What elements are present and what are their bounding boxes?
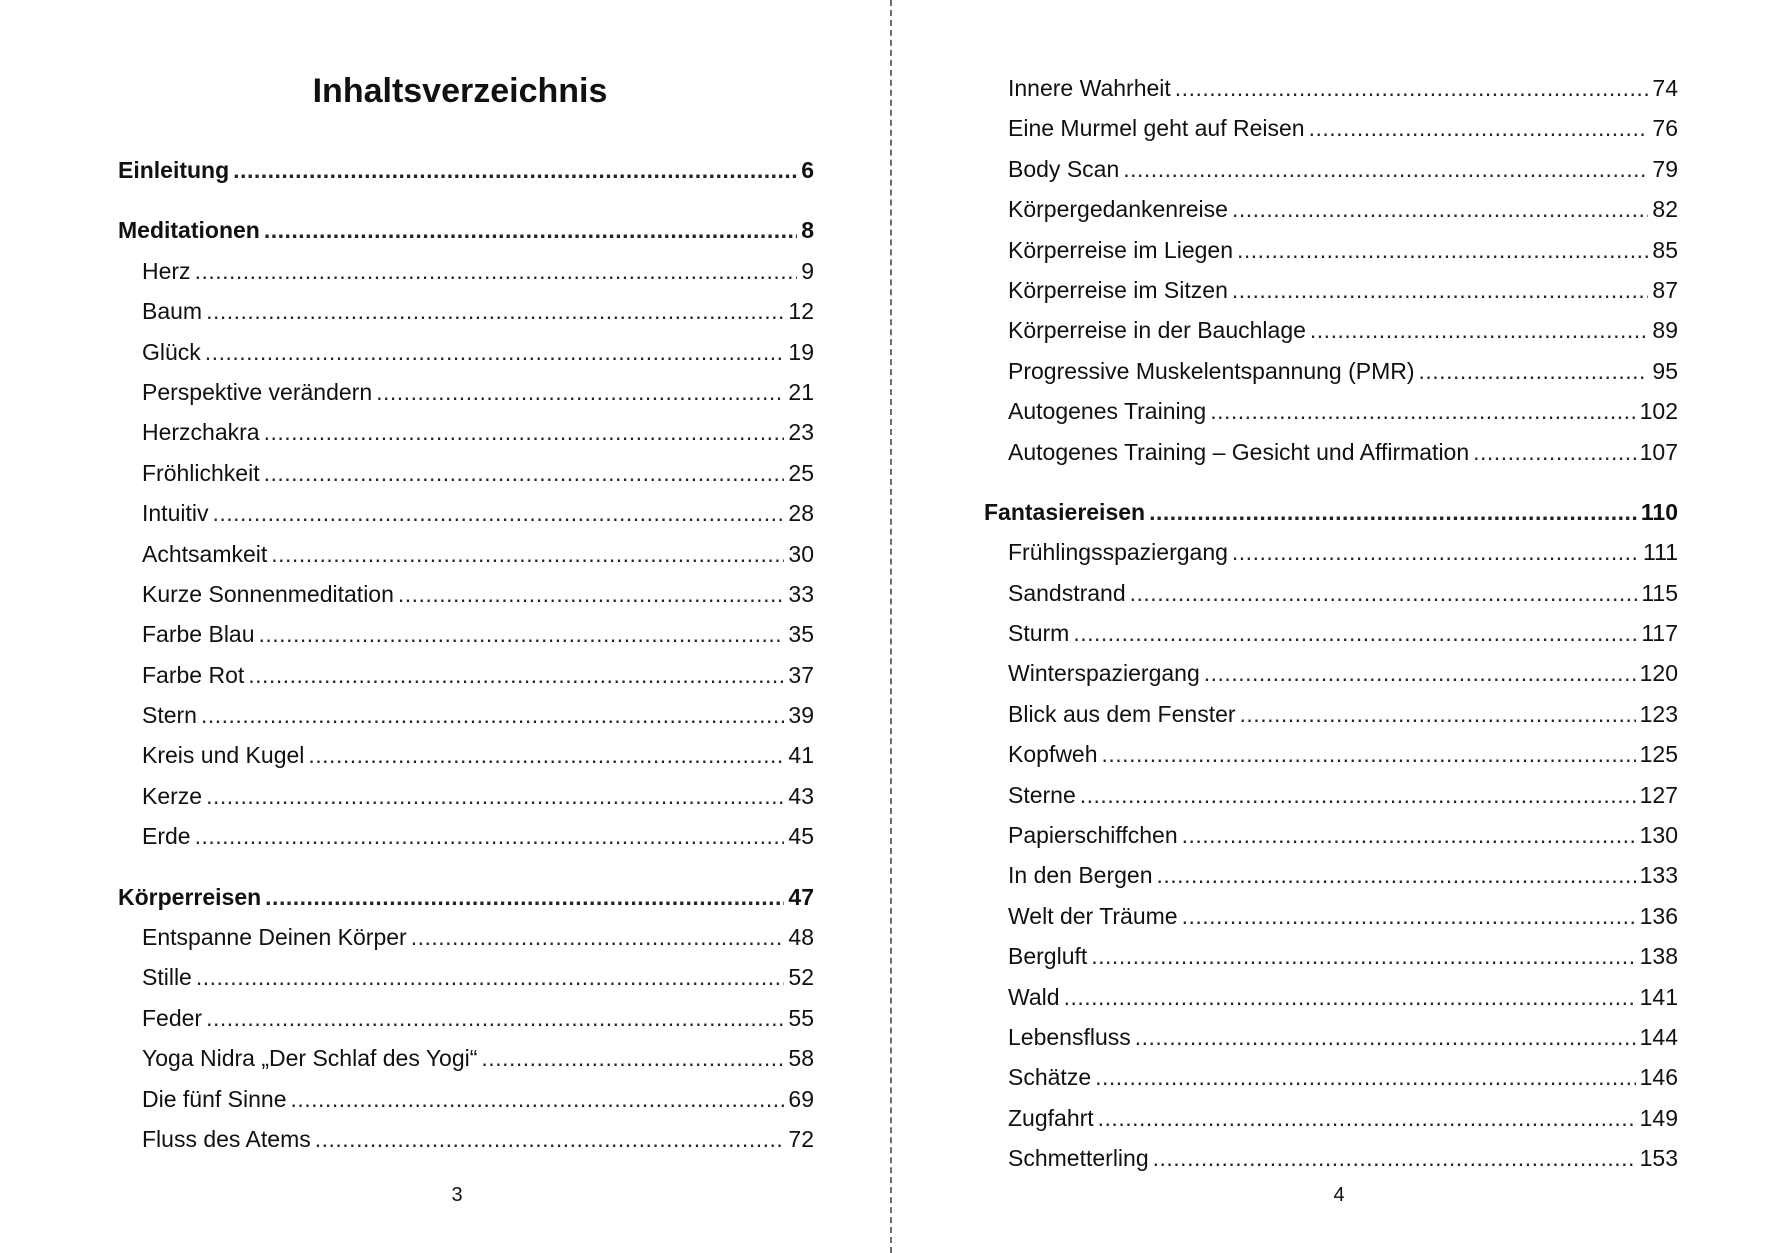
toc-entry-title: Autogenes Training – Gesicht und Affirmation <box>1008 438 1470 465</box>
toc-entry-title: Achtsamkeit <box>142 540 268 567</box>
dot-leader <box>259 614 785 654</box>
toc-entry[interactable] <box>118 776 814 816</box>
toc-entry[interactable] <box>118 574 814 614</box>
dot-leader <box>206 776 784 816</box>
toc-entry-page: 21 <box>788 378 814 405</box>
toc-entry[interactable] <box>984 189 1678 229</box>
dot-leader <box>264 210 797 250</box>
toc-entry[interactable] <box>984 149 1678 189</box>
toc-entry-page: 76 <box>1652 115 1678 142</box>
dot-leader <box>481 1038 784 1078</box>
toc-entry-title: Fröhlichkeit <box>142 459 260 486</box>
toc-entry-title: Eine Murmel geht auf Reisen <box>1008 115 1305 142</box>
toc-entry[interactable] <box>118 957 814 997</box>
toc-entry-page: 117 <box>1641 620 1678 647</box>
toc-entry-title: Farbe Blau <box>142 621 255 648</box>
toc-entry-title: Kerze <box>142 782 203 809</box>
toc-entry[interactable] <box>984 351 1678 391</box>
toc-entry-page: 125 <box>1639 741 1678 768</box>
toc-entry[interactable] <box>118 1079 814 1119</box>
toc-entry[interactable] <box>118 493 814 533</box>
toc-entry-page: 149 <box>1639 1104 1678 1131</box>
dot-leader <box>206 291 784 331</box>
toc-entry[interactable] <box>984 775 1678 815</box>
toc-entry-page: 102 <box>1639 398 1678 425</box>
dot-leader <box>212 493 784 533</box>
dot-leader <box>233 150 797 190</box>
dot-leader <box>1232 270 1649 310</box>
toc-entry-page: 48 <box>788 924 814 951</box>
toc-entry[interactable] <box>984 270 1678 310</box>
toc-entry-page: 52 <box>788 964 814 991</box>
toc-entry-title: Papierschiffchen <box>1008 822 1178 849</box>
toc-entry-page: 8 <box>801 217 814 244</box>
toc-entry-title: Sandstrand <box>1008 579 1126 606</box>
left-page <box>0 0 880 1253</box>
toc-entry-title: Sterne <box>1008 781 1076 808</box>
toc-entry-page: 30 <box>788 540 814 567</box>
dot-leader <box>195 816 785 856</box>
toc-entry-page: 69 <box>788 1085 814 1112</box>
dot-leader <box>1095 1057 1636 1097</box>
dot-leader <box>265 877 784 917</box>
toc-entry-page: 41 <box>788 742 814 769</box>
dot-leader <box>398 574 785 614</box>
toc-entry-title: Blick aus dem Fenster <box>1008 700 1236 727</box>
toc-entry-title: Yoga Nidra „Der Schlaf des Yogi“ <box>142 1045 478 1072</box>
dot-leader <box>1309 108 1649 148</box>
toc-entry[interactable] <box>984 977 1678 1017</box>
toc-entry-title: Sturm <box>1008 620 1070 647</box>
toc-entry[interactable] <box>118 735 814 775</box>
toc-entry-title: Die fünf Sinne <box>142 1085 287 1112</box>
toc-entry[interactable] <box>984 1017 1678 1057</box>
toc-entry-page: 43 <box>788 782 814 809</box>
toc-entry[interactable] <box>118 917 814 957</box>
dot-leader <box>196 957 785 997</box>
toc-entry-page: 89 <box>1652 317 1678 344</box>
toc-entry-title: Baum <box>142 298 203 325</box>
page-divider <box>890 0 892 1253</box>
toc-entry[interactable] <box>984 613 1678 653</box>
dot-leader <box>1240 694 1636 734</box>
dot-leader <box>206 998 784 1038</box>
toc-entry-page: 111 <box>1643 539 1678 566</box>
toc-entry-page: 144 <box>1639 1023 1678 1050</box>
toc-entry-title: Körperreise im Sitzen <box>1008 276 1228 303</box>
toc-entry[interactable] <box>984 694 1678 734</box>
dot-leader <box>1310 310 1649 350</box>
toc-entry[interactable] <box>984 653 1678 693</box>
toc-entry-page: 115 <box>1641 579 1678 606</box>
dot-leader <box>1210 391 1635 431</box>
toc-entry-page: 47 <box>788 883 814 910</box>
toc-list-left <box>118 150 814 1159</box>
toc-entry-page: 35 <box>788 621 814 648</box>
toc-entry[interactable] <box>118 291 814 331</box>
toc-entry-page: 19 <box>788 338 814 365</box>
toc-entry-page: 72 <box>788 1125 814 1152</box>
dot-leader <box>1064 977 1636 1017</box>
toc-section[interactable] <box>118 210 814 250</box>
toc-entry[interactable] <box>118 1038 814 1078</box>
toc-entry[interactable] <box>984 532 1678 572</box>
dot-leader <box>1237 230 1648 270</box>
toc-entry-page: 136 <box>1639 902 1678 929</box>
toc-entry-title: Körperreisen <box>118 883 262 910</box>
dot-leader <box>1419 351 1649 391</box>
dot-leader <box>315 1119 785 1159</box>
toc-entry-page: 28 <box>788 500 814 527</box>
toc-entry-page: 79 <box>1652 155 1678 182</box>
toc-entry-page: 58 <box>788 1045 814 1072</box>
dot-leader <box>1182 896 1636 936</box>
toc-entry-title: Kreis und Kugel <box>142 742 305 769</box>
toc-title: Inhaltsverzeichnis <box>312 72 608 110</box>
toc-entry-page: 55 <box>788 1004 814 1031</box>
dot-leader <box>264 453 785 493</box>
dot-leader <box>264 412 785 452</box>
toc-list-right <box>984 68 1678 1179</box>
toc-entry-title: Schätze <box>1008 1064 1092 1091</box>
dot-leader <box>1232 532 1639 572</box>
toc-entry-page: 153 <box>1639 1145 1678 1172</box>
dot-leader <box>1123 149 1648 189</box>
toc-entry-page: 141 <box>1639 983 1678 1010</box>
dot-leader <box>248 655 784 695</box>
toc-entry-title: Fantasiereisen <box>984 498 1146 525</box>
toc-entry-title: Einleitung <box>118 157 230 183</box>
toc-entry-title: Feder <box>142 1004 203 1031</box>
toc-entry-page: 146 <box>1639 1064 1678 1091</box>
toc-entry[interactable] <box>118 1119 814 1159</box>
toc-entry-title: Zugfahrt <box>1008 1104 1094 1131</box>
toc-entry-page: 130 <box>1639 822 1678 849</box>
toc-entry-page: 23 <box>788 419 814 446</box>
dot-leader <box>1098 1098 1636 1138</box>
toc-entry-title: Kopfweh <box>1008 741 1098 768</box>
toc-entry[interactable] <box>984 230 1678 270</box>
toc-entry-title: Erde <box>142 823 191 850</box>
toc-entry-page: 138 <box>1639 943 1678 970</box>
toc-entry-page: 25 <box>788 459 814 486</box>
toc-entry-title: Körperreise im Liegen <box>1008 236 1234 263</box>
toc-entry-title: Entspanne Deinen Körper <box>142 924 407 951</box>
toc-entry[interactable] <box>984 108 1678 148</box>
dot-leader <box>1473 432 1635 472</box>
dot-leader <box>271 534 784 574</box>
toc-entry[interactable] <box>118 251 814 291</box>
toc-entry[interactable] <box>118 453 814 493</box>
toc-entry-title: Herzchakra <box>142 419 260 446</box>
page-number-left: 3 <box>451 1184 463 1206</box>
dot-leader <box>290 1079 784 1119</box>
dot-leader <box>1080 775 1636 815</box>
dot-leader <box>1182 815 1636 855</box>
toc-entry[interactable] <box>984 1098 1678 1138</box>
toc-entry-title: Wald <box>1008 983 1060 1010</box>
toc-entry-title: Progressive Muskelentspannung (PMR) <box>1008 357 1415 384</box>
toc-entry-title: Fluss des Atems <box>142 1125 311 1152</box>
toc-entry-title: Innere Wahrheit <box>1008 75 1171 101</box>
toc-entry[interactable] <box>984 855 1678 895</box>
toc-entry-page: 45 <box>788 823 814 850</box>
toc-entry-page: 120 <box>1639 660 1678 687</box>
toc-entry[interactable] <box>118 695 814 735</box>
toc-entry-title: Stille <box>142 964 192 991</box>
toc-entry-title: Frühlingsspaziergang <box>1008 539 1228 566</box>
dot-leader <box>1204 653 1636 693</box>
toc-section[interactable] <box>118 877 814 917</box>
dot-leader <box>1157 855 1636 895</box>
toc-entry-title: Intuitiv <box>142 500 209 527</box>
toc-entry-title: Körpergedankenreise <box>1008 196 1228 223</box>
dot-leader <box>1091 936 1635 976</box>
dot-leader <box>1102 734 1636 774</box>
toc-entry-title: Meditationen <box>118 217 260 244</box>
toc-entry-title: Winterspaziergang <box>1008 660 1200 687</box>
toc-entry[interactable] <box>984 815 1678 855</box>
toc-entry-page: 39 <box>788 702 814 729</box>
toc-entry-title: Kurze Sonnenmeditation <box>142 580 394 607</box>
toc-section[interactable] <box>118 150 814 190</box>
toc-entry[interactable] <box>984 432 1678 472</box>
toc-entry-title: Stern <box>142 702 197 729</box>
toc-entry[interactable] <box>118 372 814 412</box>
toc-entry-page: 12 <box>788 298 814 325</box>
toc-entry[interactable] <box>984 310 1678 350</box>
dot-leader <box>411 917 785 957</box>
toc-entry-page: 127 <box>1639 781 1678 808</box>
page-number-right: 4 <box>1333 1184 1345 1206</box>
toc-entry-title: Bergluft <box>1008 943 1088 970</box>
toc-entry[interactable] <box>984 734 1678 774</box>
dot-leader <box>376 372 784 412</box>
toc-entry[interactable] <box>984 573 1678 613</box>
toc-entry[interactable] <box>984 1138 1678 1178</box>
toc-entry[interactable] <box>984 391 1678 431</box>
toc-entry-title: Autogenes Training <box>1008 398 1207 425</box>
toc-entry-page: 95 <box>1652 357 1678 384</box>
toc-entry-page: 123 <box>1639 700 1678 727</box>
toc-entry-title: Farbe Rot <box>142 661 245 688</box>
dot-leader <box>1130 573 1638 613</box>
toc-entry-page: 107 <box>1639 438 1678 465</box>
toc-entry-title: Körperreise in der Bauchlage <box>1008 317 1306 344</box>
toc-entry[interactable] <box>118 998 814 1038</box>
toc-entry[interactable] <box>118 534 814 574</box>
toc-entry-title: Herz <box>142 257 191 284</box>
toc-entry-title: Welt der Träume <box>1008 902 1178 929</box>
toc-entry-page: 37 <box>788 661 814 688</box>
dot-leader <box>1135 1017 1636 1057</box>
toc-entry-page: 33 <box>788 580 814 607</box>
toc-section[interactable] <box>984 492 1678 532</box>
dot-leader <box>1232 189 1648 229</box>
toc-entry-page: 87 <box>1652 276 1678 303</box>
dot-leader <box>1149 492 1637 532</box>
toc-entry-title: Glück <box>142 338 201 365</box>
right-page <box>898 0 1778 1253</box>
toc-entry-page: 82 <box>1652 196 1678 223</box>
toc-entry-title: Lebensfluss <box>1008 1023 1131 1050</box>
dot-leader <box>1153 1138 1636 1178</box>
dot-leader <box>308 735 784 775</box>
toc-entry-title: Perspektive verändern <box>142 378 373 405</box>
toc-entry-title: Body Scan <box>1008 155 1120 182</box>
toc-entry[interactable] <box>118 655 814 695</box>
toc-entry[interactable] <box>118 614 814 654</box>
toc-entry[interactable] <box>118 412 814 452</box>
dot-leader <box>1175 68 1649 108</box>
toc-entry-title: In den Bergen <box>1008 862 1153 889</box>
toc-entry-title: Schmetterling <box>1008 1145 1149 1172</box>
toc-entry[interactable] <box>984 896 1678 936</box>
toc-entry-page: 74 <box>1652 75 1678 101</box>
toc-entry-page: 133 <box>1639 862 1678 889</box>
dot-leader <box>205 332 785 372</box>
dot-leader <box>195 251 798 291</box>
toc-entry-page: 9 <box>801 257 814 284</box>
toc-entry-page: 85 <box>1652 236 1678 263</box>
toc-entry[interactable] <box>984 936 1678 976</box>
toc-entry-page: 110 <box>1640 498 1678 525</box>
toc-entry[interactable] <box>984 68 1678 108</box>
toc-entry[interactable] <box>118 332 814 372</box>
toc-entry[interactable] <box>118 816 814 856</box>
dot-leader <box>201 695 784 735</box>
toc-entry[interactable] <box>984 1057 1678 1097</box>
toc-entry-page: 6 <box>801 157 814 183</box>
dot-leader <box>1073 613 1637 653</box>
